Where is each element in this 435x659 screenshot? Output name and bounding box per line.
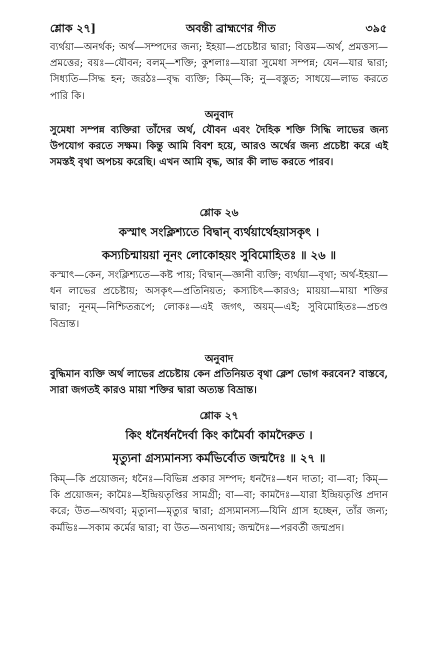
- synonyms-paragraph-27: কিম্—কি প্রয়োজন; ধনৈঃ—বিভিন্ন প্রকার সম্পদ; ধনদৈঃ—ধন দাতা; বা—বা; কিম্—কি প্রয়োজন; কামৈঃ—ইন্দ্রিয়তৃপ্তির সামগ্রী; বা—বা; কামদৈঃ—যারা ইন্দ্রিয়তৃপ্তি প্রদান করে; উত—অথবা; মৃত্যুনা—মৃত্যুর দ্বারা; গ্রস্যমানস্য—যিনি গ্রাস হচ্ছেন, তাঁর জন্য; কর্মভিঃ—সকাম কর্মের দ্বারা; বা উত—অন্যথায়; জন্মদৈঃ—পরবর্তী জন্মপ্রদ।: [50, 474, 388, 534]
- verse-26-line-1: কস্মাৎ সংক্লিশ্যতে বিদ্বান্ ব্যর্থয়ার্থেহয়াসকৃৎ ।: [118, 225, 320, 239]
- verse-27-heading: শ্লোক ২৭: [199, 410, 239, 422]
- synonyms-paragraph-26: কস্মাৎ—কেন, সংক্লিশ্যতে—কষ্ট পায়; বিদ্বান্—জ্ঞানী ব্যক্তি; ব্যর্থয়া—বৃথা; অর্থ-ইহয়া—ধন লাভের প্রচেষ্টায়; অসকৃৎ—প্রতিনিয়ত; কস্যচিৎ—কারও; মায়য়া—মায়া শক্তির দ্বারা; নূনম্—নিশ্চিতরূপে; লোকঃ—এই জগৎ, অয়ম্—এই; সুবিমোহিতঃ—প্রচণ্ড বিভ্রান্ত।: [50, 270, 388, 330]
- verse-26-heading: শ্লোক ২৬: [199, 207, 239, 219]
- page-header: [50, 20, 387, 39]
- translation-heading: অনুবাদ: [204, 354, 234, 365]
- verse-reference: শ্লোক ২৭]: [50, 22, 96, 35]
- verse-26-line-2: কস্যচিন্মায়য়া নূনং লোকোহয়ং সুবিমোহিতঃ ॥ ২৬ ॥: [101, 248, 337, 262]
- verse-27-line-2: মৃত্যুনা গ্রস্যমানস্য কর্মভির্বোত জন্মদৈঃ ॥ ২৭ ॥: [112, 451, 326, 465]
- verse-27-line-1: কিং ধনৈর্ধনদৈর্বা কিং কামৈর্বা কামদৈরুত ।: [125, 428, 313, 442]
- translation-paragraph-25: সুমেধা সম্পন্ন ব্যক্তিরা তাঁদের অর্থ, যৌবন এবং দৈহিক শক্তি সিদ্ধি লাভের জন্য উপযোগ করতে সক্ষম। কিন্তু আমি বিবশ হয়ে, আরও অর্থের জন্য প্রচেষ্টা করে এই সমস্তই বৃথা অপচয় করেছি। এখন আমি বৃদ্ধ, আর কী লাভ করতে পারব।: [50, 125, 388, 169]
- page-number: ৩৯৫: [365, 22, 387, 35]
- translation-paragraph-26: বুদ্ধিমান ব্যক্তি অর্থ লাভের প্রচেষ্টায় কেন প্রতিনিয়ত বৃথা ক্লেশ ভোগ করবেন? বাস্তবে, সারা জগতই কারও মায়া শক্তির দ্বারা অত্যন্ত বিভ্রান্ত।: [50, 369, 388, 397]
- synonyms-paragraph-25: ব্যর্থয়া—অনর্থক; অর্থ—সম্পদের জন্য; ইহয়া—প্রচেষ্টার দ্বারা; বিত্তম—অর্থ, প্রমত্তস্য—প্রমত্তের; বয়ঃ—যৌবন; বলম্—শক্তি; কুশলাঃ—যারা সুমেধা সম্পন্ন; যেন—যার দ্বারা; সিধ্যতি—সিদ্ধ হন; জরঠঃ—বৃদ্ধ ব্যক্তি; কিম্—কি; নু—বস্তুত; সাধয়ে—লাভ করতে পারি কি।: [50, 42, 388, 102]
- translation-heading: অনুবাদ: [204, 110, 234, 121]
- chapter-title: অবন্তী ব্রাহ্মণের গীত: [185, 22, 276, 35]
